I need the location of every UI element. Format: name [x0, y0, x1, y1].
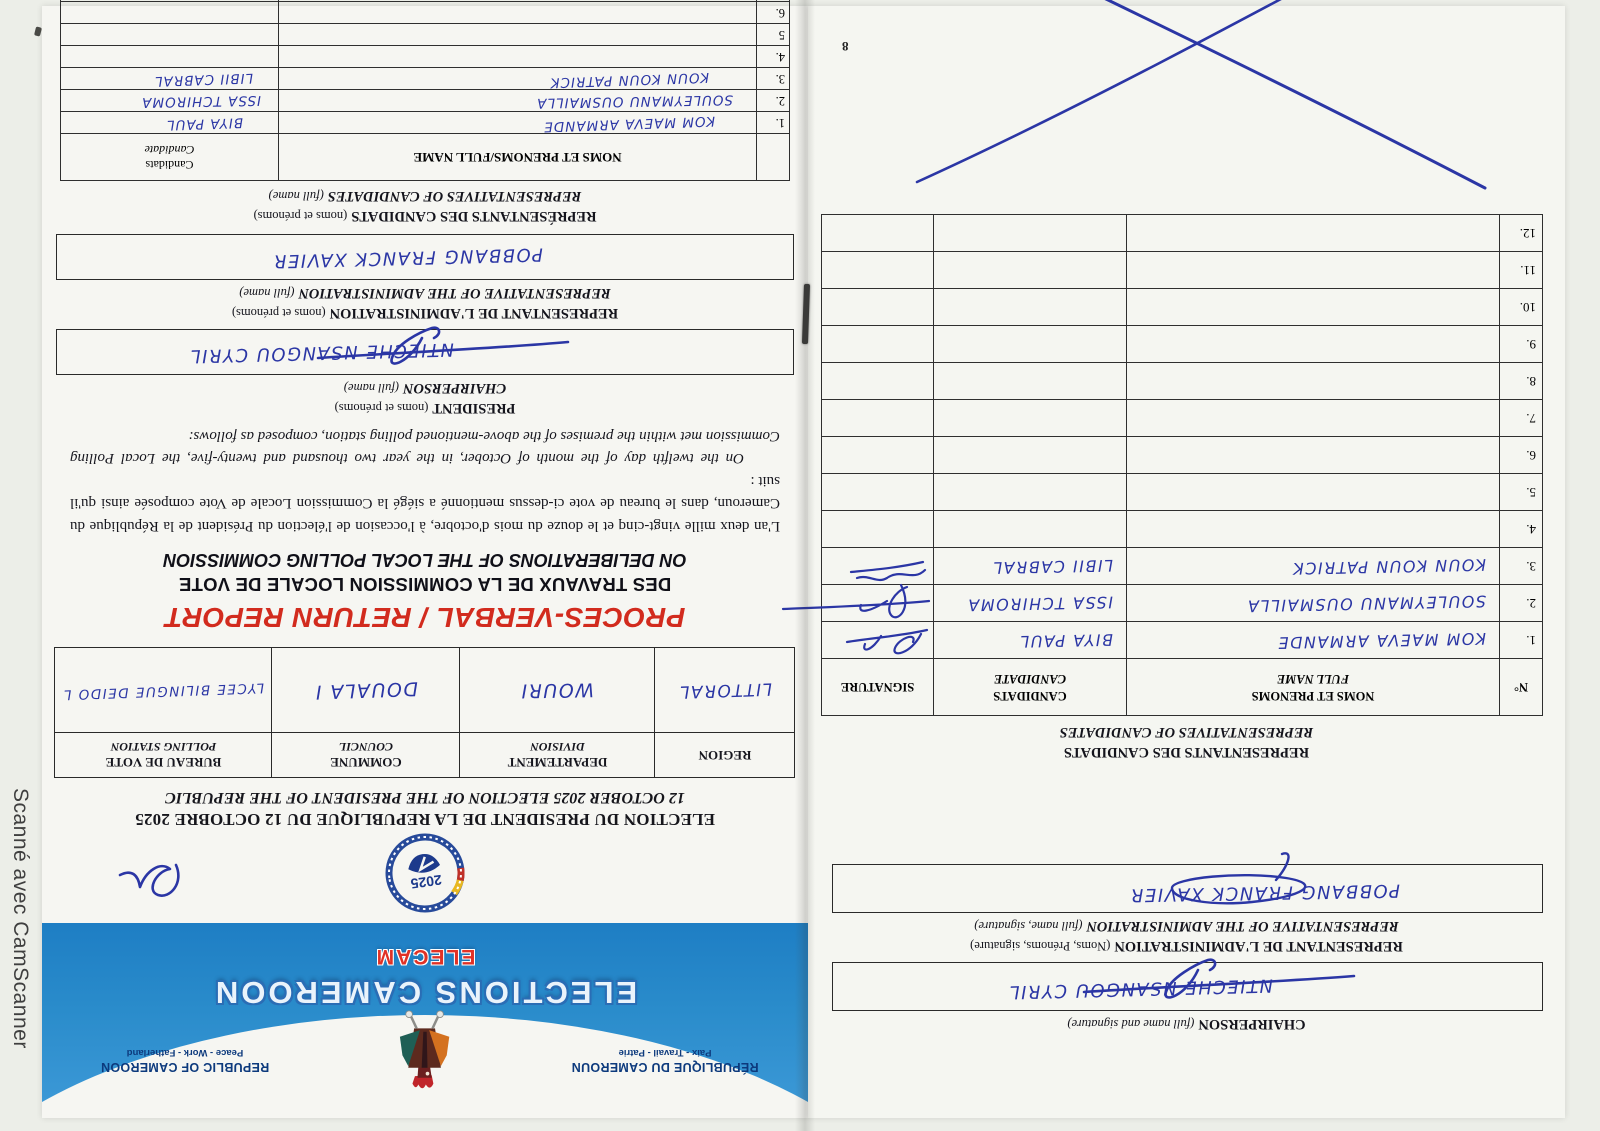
table-row — [822, 400, 1543, 437]
header-region: REGION — [655, 733, 795, 778]
preamble-en: On the twelfth day of the month of October, in the year two thousand and twenty-five, the Local Polling Commission met within the premises of the above-mentioned polling station, composed as follows: — [70, 428, 780, 467]
row-number: 2. — [1500, 585, 1543, 622]
chairperson-label — [808, 1014, 1565, 1034]
row-number: 4. — [1500, 511, 1543, 548]
devise-fr: Paix - Travail - Patrie — [618, 1047, 712, 1058]
location-header-row — [55, 733, 795, 778]
candidate-column-header: Candidats Candidate — [61, 134, 279, 181]
chair-label: CHAIRPERSON — [1198, 1016, 1306, 1032]
header-departement: DEPARTEMENT DIVISION — [460, 733, 655, 778]
chairperson-signature — [312, 321, 572, 373]
candidate-handwritten: ISSA TCHIROMA — [966, 592, 1114, 615]
name-column-header: NOMS ET PRENOMS/FULL NAME — [279, 134, 757, 181]
org-name: ELECTIONS CAMEROON — [212, 975, 638, 1010]
republic-block-fr — [550, 1047, 780, 1074]
admin-rep-signature — [1152, 840, 1372, 910]
election-title-fr: ELECTION DU PRESIDENT DE LA REPUBLIQUE DU 12 OCTOBRE 2025 — [135, 810, 715, 829]
table-row — [822, 511, 1543, 548]
chairperson-name-box — [832, 962, 1543, 1011]
table-row — [822, 252, 1543, 289]
republique-fr: RÉPUBLIQUE DU CAMEROUN — [571, 1060, 759, 1074]
candidate-handwritten: BIYA PAUL — [165, 114, 244, 133]
chairperson-name-box — [56, 330, 794, 376]
president-label — [42, 379, 808, 419]
reps-label-en-sub: (full name) — [268, 189, 324, 204]
reps-label-fr-sub: (noms et prénoms) — [253, 209, 348, 224]
row-number: 12. — [1500, 215, 1543, 252]
polling-station-value: LYCEE BILINGUE DEIDO L — [55, 648, 272, 733]
candidate-column-header: CANDIDATS CANDIDATE — [934, 659, 1127, 716]
main-title: PROCES-VERBAL / RETURN REPORT — [164, 602, 686, 633]
header-bureau: BUREAU DE VOTE POLLING STATION — [55, 733, 272, 778]
page-right — [808, 6, 1565, 1118]
reps-label-en: REPRESENTATIVES OF CANDIDATES — [327, 188, 582, 205]
candidates-reps-table — [60, 0, 790, 182]
admin-label-en-sub: (full name, signature) — [974, 919, 1083, 933]
rep-name-handwritten: KOM MAEVA ARMANDE — [1276, 628, 1487, 653]
admin-label-en-sub: (full name) — [239, 286, 295, 301]
candidate-handwritten: BIYA PAUL — [1018, 630, 1114, 652]
chairperson-name-handwritten: NTIECHE NSANGOU CYRIL — [1007, 974, 1273, 1003]
location-table — [55, 647, 796, 778]
president-label-fr: PRESIDENT — [432, 400, 516, 417]
table-row — [822, 585, 1543, 622]
rep-name-handwritten: SOULEYMANU OUSMAILLA — [536, 91, 734, 111]
no-header-empty — [757, 134, 790, 181]
rep-name-handwritten: KOM MAEVA ARMANDE — [542, 112, 716, 135]
motto-en: Peace - Work - Fatherland — [126, 1047, 244, 1058]
republic-en: REPUBLIC OF CAMEROON — [100, 1060, 270, 1074]
admin-label-fr: REPRESENTANT DE L'ADMINISTRATION — [329, 305, 619, 322]
rooster-emblem-icon — [383, 1000, 467, 1092]
row-number: 6. — [1500, 437, 1543, 474]
admin-label-fr-sub: (noms et prénoms) — [231, 306, 326, 321]
subtitle-en: ON DELIBERATIONS OF THE LOCAL POLLING COMMISSION — [163, 550, 687, 570]
table-row — [822, 289, 1543, 326]
admin-label-fr: REPRESENTANT DE L'ADMINISTRATION — [1114, 938, 1403, 954]
candidates-table-wrap — [808, 214, 1565, 716]
admin-label-en: REPRESENTATIVE OF THE ADMINISTRATION — [298, 285, 611, 302]
table-row — [822, 363, 1543, 400]
division-value: WOURI — [460, 648, 655, 733]
reps-label-en: REPRESENTATIVES OF CANDIDATES — [1059, 724, 1314, 740]
no-column-header: N° — [1500, 659, 1543, 716]
name-column-header: NOMS ET PRENOMS FULL NAME — [1127, 659, 1500, 716]
candidate-handwritten: ISSA TCHIROMA — [140, 92, 262, 111]
admin-rep-label — [42, 284, 808, 324]
signature-column-header: SIGNATURE — [822, 659, 934, 716]
table-row — [61, 112, 790, 134]
candidate-handwritten: LIBII CABRAL — [991, 555, 1114, 578]
page-left — [42, 6, 808, 1118]
table-row — [822, 326, 1543, 363]
row-number: 5 — [757, 24, 790, 46]
table-row — [61, 24, 790, 46]
rep-name-handwritten: SOULEYMANU OUSMAILLA — [1246, 591, 1487, 616]
region-value: LITTORAL — [655, 648, 795, 733]
header-commune: COMMUNE COUNCIL — [272, 733, 460, 778]
handwritten-initials — [106, 847, 190, 905]
candidate-handwritten: LIBII CABRAL — [153, 69, 254, 90]
table-row — [822, 474, 1543, 511]
table-header-row — [61, 134, 790, 181]
row-number: 6. — [757, 2, 790, 24]
row-number: 3. — [1500, 548, 1543, 585]
scan-speck — [34, 26, 42, 36]
reps-label-fr: REPRESENTANTS DES CANDIDATS — [1063, 744, 1310, 760]
election-2025-stamp-icon — [372, 827, 478, 920]
letterhead-banner — [42, 923, 808, 1118]
table-row — [61, 68, 790, 90]
org-abbr: ELECAM — [374, 945, 476, 968]
table-row — [822, 548, 1543, 585]
candidates-reps-label — [808, 722, 1565, 762]
preamble-fr: L'an deux mille vingt-cinq et le douze du mois d'octobre, à l'occasion de l'élection du Président de la République du Cameroun, dans le bureau de vote ci-dessus mentionné a siégé la Commission Locale de Vote composée ainsi qu'il suit : — [70, 473, 780, 534]
row-number: 7. — [1500, 400, 1543, 437]
row-number: 11. — [1500, 252, 1543, 289]
camscanner-watermark: Scanné avec CamScanner — [9, 788, 32, 1049]
table-row — [822, 215, 1543, 252]
subtitle-fr: DES TRAVAUX DE LA COMMISSION LOCALE DE VOTE — [178, 574, 672, 595]
row-number: 1. — [757, 112, 790, 134]
council-value: DOUALA I — [272, 648, 460, 733]
stamp-year: 2025 — [409, 871, 443, 893]
admin-label-fr-sub: (Noms, Prénoms, signature) — [970, 939, 1111, 953]
row-number: 4. — [757, 46, 790, 68]
table-row — [61, 0, 790, 2]
row-number: 2. — [757, 90, 790, 112]
admin-label-en: REPRESENTATIVE OF THE ADMINISTRATION — [1086, 918, 1399, 934]
table-row — [61, 46, 790, 68]
republic-block-en — [70, 1047, 300, 1074]
stamp-row — [42, 831, 808, 917]
location-value-row — [55, 648, 795, 733]
rep-signature — [821, 552, 931, 588]
chair-label-sub: (full name and signature) — [1067, 1017, 1195, 1031]
chairperson-signature — [1078, 954, 1358, 1006]
admin-rep-name-box — [56, 235, 794, 281]
row-number: 1. — [1500, 622, 1543, 659]
table-row — [61, 90, 790, 112]
reps-label-fr: REPRÉSENTANTS DES CANDIDATS — [351, 208, 597, 225]
admin-rep-name-handwritten: POBBANG FRANCK XAVIER — [1129, 879, 1401, 906]
rep-name-handwritten: KOUN KOUN PATRICK — [1291, 555, 1487, 579]
row-number: 5. — [1500, 474, 1543, 511]
table-header-row — [822, 659, 1543, 716]
rep-signature — [821, 622, 931, 662]
preamble — [70, 425, 780, 538]
chairperson-name-handwritten: NTIECHE NSANGOU CYRIL — [189, 339, 455, 367]
president-label-en-sub: (full name) — [343, 381, 400, 396]
row-number: 3. — [757, 68, 790, 90]
election-title-en: 12 OCTOBER 2025 ELECTION OF THE PRESIDENT OF THE REPUBLIC — [165, 789, 685, 806]
table-row — [822, 622, 1543, 659]
president-label-fr-sub: (noms et prénoms) — [334, 401, 429, 416]
page-gutter-shadow — [795, 0, 815, 1131]
admin-rep-name-handwritten: POBBANG FRANCK XAVIER — [271, 243, 543, 273]
row-number: 10. — [1500, 289, 1543, 326]
row-number: 9. — [1500, 326, 1543, 363]
row-number — [757, 0, 790, 2]
cross-out-mark — [863, 0, 1513, 198]
table-row — [822, 437, 1543, 474]
candidates-reps-table — [821, 214, 1543, 716]
candidates-reps-label — [42, 187, 808, 227]
table-row — [61, 2, 790, 24]
admin-rep-name-box — [832, 864, 1543, 913]
page-number: 8 — [842, 39, 849, 54]
admin-rep-label — [808, 916, 1565, 956]
row-number: 8. — [1500, 363, 1543, 400]
president-label-en: CHAIRPERSON — [403, 380, 507, 397]
rep-name-handwritten: KOUN KOUN PATRICK — [549, 69, 710, 91]
